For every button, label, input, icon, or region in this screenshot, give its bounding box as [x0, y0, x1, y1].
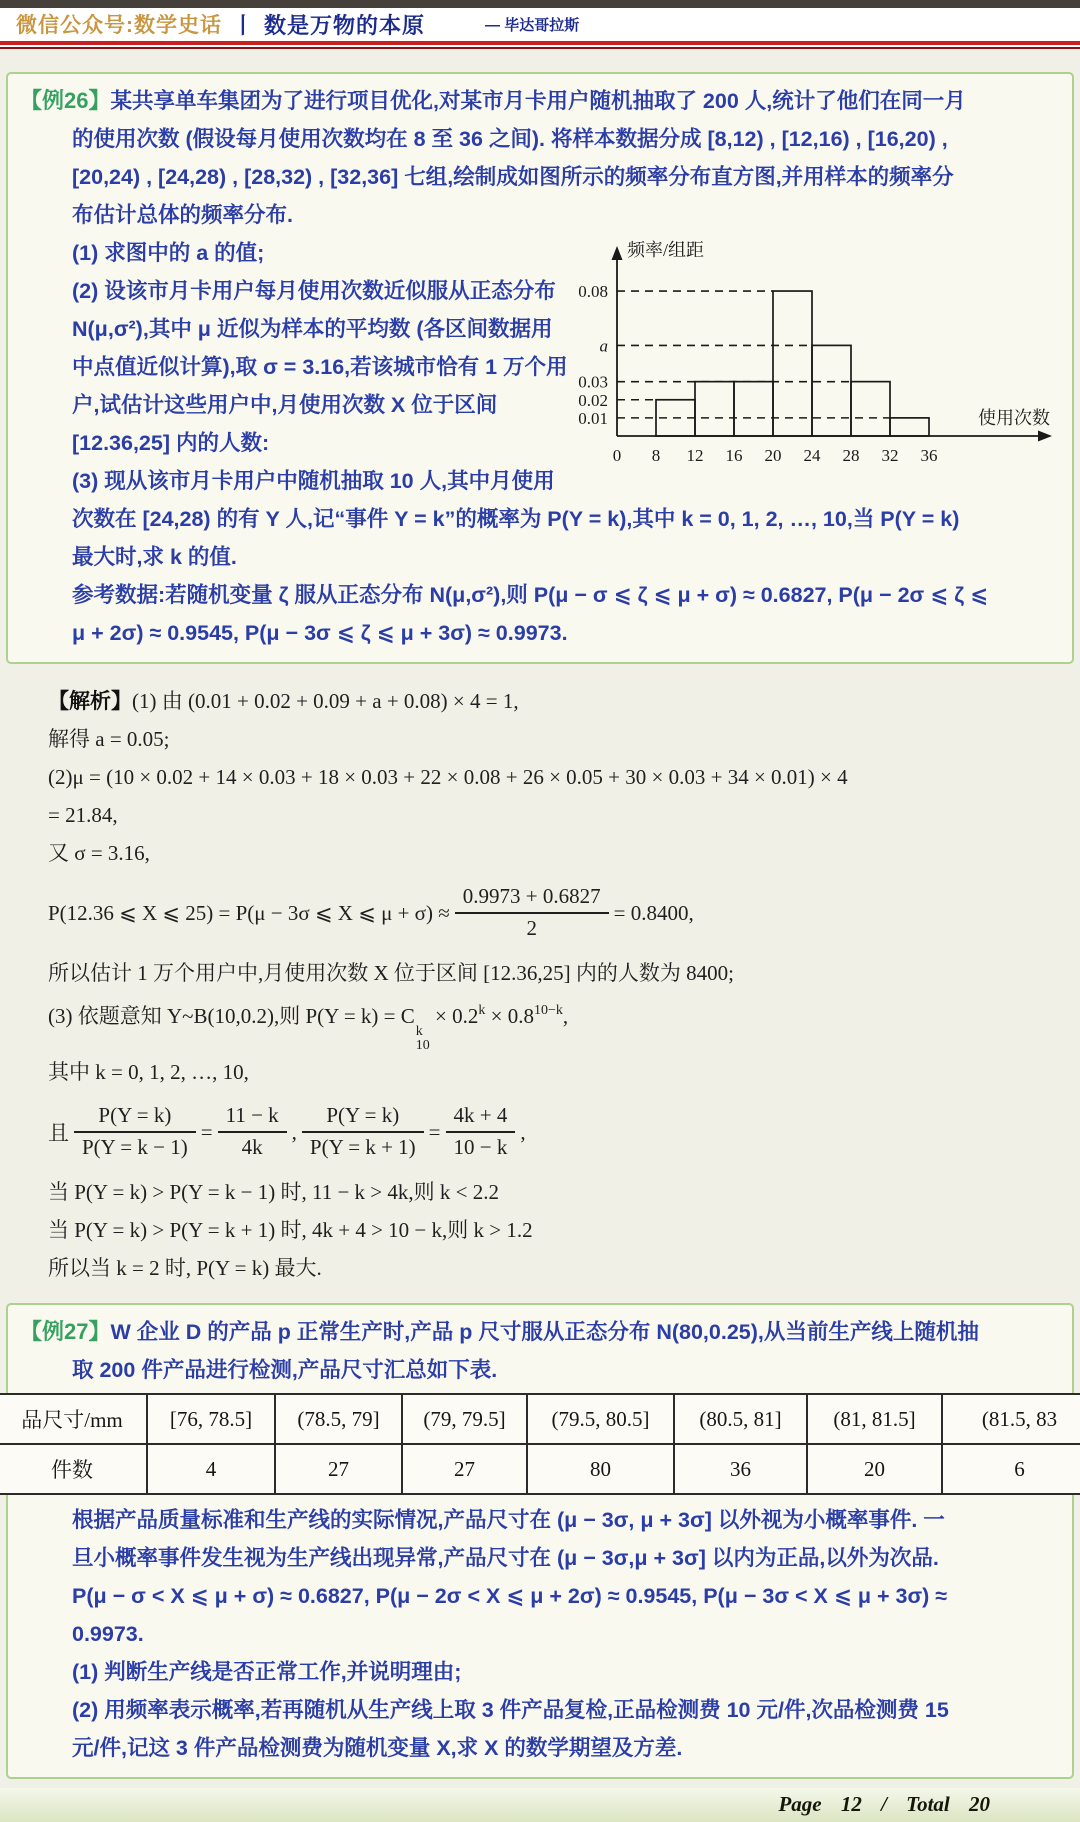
- table-cell: (81, 81.5]: [807, 1394, 942, 1444]
- table-header-row: [0, 1394, 1080, 1444]
- table-cell: (81.5, 83: [942, 1394, 1080, 1444]
- table-cell: 6: [942, 1444, 1080, 1494]
- histogram-svg: [553, 238, 1058, 485]
- problem-line: [20,24) , [24,28) , [28,32) , [32,36] 七组,绘制成如图所示的频率分布直方图,并用样本的频率分: [72, 165, 954, 189]
- x-tick-label: 32: [881, 446, 899, 465]
- window-top-bar: [0, 0, 1080, 8]
- x-tick-label: 28: [842, 446, 860, 465]
- problem-line: 取 200 件产品进行检测,产品尺寸汇总如下表.: [72, 1358, 498, 1382]
- reference-data-line: μ + 2σ) ≈ 0.9545, P(μ − 3σ ⩽ ζ ⩽ μ + 3σ) ≈ 0.9973.: [72, 621, 568, 645]
- table-cell: (80.5, 81]: [674, 1394, 807, 1444]
- y-tick-label: 0.02: [578, 390, 608, 410]
- solution-line: 当 P(Y = k) > P(Y = k − 1) 时, 11 − k > 4k,则 k < 2.2: [48, 1180, 499, 1204]
- y-tick-label: a: [599, 336, 608, 356]
- table-count-row: [0, 1444, 1080, 1494]
- question-2-line: [12.36,25] 内的人数:: [72, 431, 270, 455]
- problem-line: 布估计总体的频率分布.: [72, 203, 293, 227]
- solution-line: 当 P(Y = k) > P(Y = k + 1) 时, 4k + 4 > 10 − k,则 k > 1.2: [48, 1218, 533, 1242]
- table-cell: 27: [275, 1444, 402, 1494]
- y-tick-label: 0.08: [578, 282, 608, 302]
- x-tick-label: 12: [686, 446, 704, 465]
- page-header: [0, 8, 1080, 40]
- y-tick-label: 0.03: [578, 372, 608, 392]
- question-2-line: (2) 设该市月卡用户每月使用次数近似服从正态分布: [72, 279, 556, 303]
- x-tick-label: 16: [725, 446, 743, 465]
- y-axis-title: 频率/组距: [627, 240, 705, 260]
- question-2-line: 元/件,记这 3 件产品检测费为随机变量 X,求 X 的数学期望及方差.: [72, 1736, 683, 1760]
- problem-line: 根据产品质量标准和生产线的实际情况,产品尺寸在 (μ − 3σ, μ + 3σ] 以外视为小概率事件. 一: [72, 1508, 945, 1532]
- table-cell: 件数: [0, 1444, 147, 1494]
- solution-line: 所以估计 1 万个用户中,月使用次数 X 位于区间 [12.36,25] 内的人数为 8400;: [48, 961, 734, 985]
- page-indicator: Page 12 / Total 20: [778, 1792, 990, 1816]
- histogram-bar: [773, 291, 812, 436]
- example27-label: 【例27】: [20, 1319, 111, 1344]
- question-2-line: 户,试估计这些用户中,月使用次数 X 位于区间: [72, 393, 498, 417]
- question-block: [20, 234, 1058, 652]
- table-cell: [76, 78.5]: [147, 1394, 275, 1444]
- table-cell: 80: [527, 1444, 674, 1494]
- problem-line: 0.9973.: [72, 1622, 144, 1646]
- footer-bar: [0, 1788, 1080, 1822]
- solution-line-probability: P(12.36 ⩽ X ⩽ 25) = P(μ − 3σ ⩽ X ⩽ μ + σ) ≈ $\frac{0.9973 + 0.6827}{2}$ = 0.8400,: [48, 884, 694, 940]
- table-cell: (79.5, 80.5]: [527, 1394, 674, 1444]
- question-2-line: N(μ,σ²),其中 μ 近似为样本的平均数 (各区间数据用: [72, 317, 553, 341]
- problem-line: 的使用次数 (假设每月使用次数均在 8 至 36 之间). 将样本数据分成 [8,12) , [12,16) , [16,20) ,: [72, 127, 948, 151]
- question-2-line: (2) 用频率表示概率,若再随机从生产线上取 3 件产品复检,正品检测费 10 元/件,次品检测费 15: [72, 1698, 949, 1722]
- example27-box: [6, 1303, 1074, 1779]
- fraction: $\frac{P(Y = k)}{P(Y = k - 1)}$: [74, 1103, 196, 1160]
- frequency-histogram: [553, 238, 1058, 485]
- reference-data-line: 参考数据:若随机变量 ζ 服从正态分布 N(μ,σ²),则 P(μ − σ ⩽ ζ ⩽ μ + σ) ≈ 0.6827, P(μ − 2σ ⩽ ζ ⩽: [72, 583, 989, 607]
- solution-line-binomial: (3) 依题意知 Y~B(10,0.2),则 P(Y = k) = C k 10 × $0.2^k \times 0.8^{10-k}$,: [48, 1003, 569, 1053]
- table-cell: (78.5, 79]: [275, 1394, 402, 1444]
- question-1-line: (1) 判断生产线是否正常工作,并说明理由;: [72, 1660, 462, 1684]
- example27-body: [20, 1501, 1058, 1767]
- header-separator: 丨: [232, 12, 255, 38]
- histogram-bar: [695, 382, 734, 436]
- header-motto: 数是万物的本原: [264, 12, 426, 38]
- fraction: $\frac{4k + 4}{10 - k}$: [446, 1103, 516, 1160]
- table-cell: 27: [402, 1444, 527, 1494]
- fraction: $\frac{11 - k}{4k}$: [218, 1103, 287, 1160]
- solution-line-ratios: 且 $\frac{P(Y = k)}{P(Y = k - 1)}$ = $\frac{11 - k}{4k}$ , $\frac{P(Y = k)}{P(Y = k + 1)}$ = $\frac{4k + 4}{10 - k}$ ,: [48, 1103, 526, 1159]
- histogram-bar: [812, 345, 851, 436]
- example26-label: 【例26】: [20, 88, 111, 113]
- red-divider-line: [0, 41, 1080, 49]
- solution-line: 所以当 k = 2 时, P(Y = k) 最大.: [48, 1256, 322, 1280]
- fraction-numerator: 0.9973 + 0.6827: [455, 884, 609, 914]
- histogram-bar: [890, 418, 929, 436]
- question-3-line: (3) 现从该市月卡用户中随机抽取 10 人,其中月使用: [72, 469, 555, 493]
- table-cell: 36: [674, 1444, 807, 1494]
- question-3-line: 次数在 [24,28) 的有 Y 人,记“事件 Y = k”的概率为 P(Y = k),其中 k = 0, 1, 2, …, 10,当 P(Y = k): [72, 507, 960, 531]
- y-tick-label: 0.01: [578, 408, 608, 428]
- question-2-line: 中点值近似计算),取 σ = 3.16,若该城市恰有 1 万个用: [72, 355, 568, 379]
- x-axis-title: 使用次数: [978, 408, 1050, 428]
- solution-line: = 21.84,: [48, 803, 118, 827]
- solution-label: 【解析】: [48, 689, 132, 713]
- solution-line: 【解析】(1) 由 (0.01 + 0.02 + 0.09 + a + 0.08) × 4 = 1,: [48, 689, 519, 713]
- table-cell: (79, 79.5]: [402, 1394, 527, 1444]
- solution-line: 解得 a = 0.05;: [48, 727, 170, 751]
- header-attribution: — 毕达哥拉斯: [485, 16, 580, 34]
- product-size-table: [0, 1393, 1080, 1495]
- x-tick-label: 8: [651, 446, 661, 465]
- question-3-line: 最大时,求 k 的值.: [72, 545, 237, 569]
- solution-line: 其中 k = 0, 1, 2, …, 10,: [48, 1060, 249, 1084]
- problem-line: P(μ − σ < X ⩽ μ + σ) ≈ 0.6827, P(μ − 2σ < X ⩽ μ + 2σ) ≈ 0.9545, P(μ − 3σ < X ⩽ μ + 3σ) ≈: [72, 1584, 948, 1608]
- problem-line: 旦小概率事件发生视为生产线出现异常,产品尺寸在 (μ − 3σ,μ + 3σ] 以内为正品,以外为次品.: [72, 1546, 939, 1570]
- x-axis-arrow: [1038, 431, 1052, 442]
- histogram-bar: [734, 382, 773, 436]
- solution-section: [6, 672, 1074, 1295]
- table-cell: 4: [147, 1444, 275, 1494]
- fraction-denominator: 2: [526, 916, 537, 940]
- question-1: (1) 求图中的 a 的值;: [72, 241, 265, 265]
- histogram-bar: [851, 382, 890, 436]
- page-content: [0, 49, 1080, 1788]
- y-axis-arrow: [612, 246, 623, 260]
- combination-script: k 10: [415, 1024, 430, 1053]
- table-cell: 品尺寸/mm: [0, 1394, 147, 1444]
- solution-line: 又 σ = 3.16,: [48, 841, 150, 865]
- example26-box: [6, 72, 1074, 664]
- fraction: $\frac{P(Y = k)}{P(Y = k + 1)}$: [302, 1103, 424, 1160]
- problem-line: 【例27】W 企业 D 的产品 p 正常生产时,产品 p 尺寸服从正态分布 N(80,0.25),从当前生产线上随机抽: [20, 1319, 979, 1344]
- product-size-table-wrap: [20, 1393, 1058, 1495]
- wechat-brand-text: 微信公众号:数学史话: [16, 14, 222, 37]
- x-tick-label: 24: [803, 446, 821, 465]
- problem-line: 【例26】某共享单车集团为了进行项目优化,对某市月卡用户随机抽取了 200 人,统计了他们在同一月: [20, 88, 966, 113]
- solution-line: (2)μ = (10 × 0.02 + 14 × 0.03 + 18 × 0.03 + 22 × 0.08 + 26 × 0.05 + 30 × 0.03 + 34 × 0.01) × 4: [48, 765, 848, 789]
- table-cell: 20: [807, 1444, 942, 1494]
- fraction: [455, 884, 609, 941]
- x-tick-label: 20: [764, 446, 782, 465]
- x-tick-label: 36: [920, 446, 938, 465]
- x-tick-label: 0: [612, 446, 622, 465]
